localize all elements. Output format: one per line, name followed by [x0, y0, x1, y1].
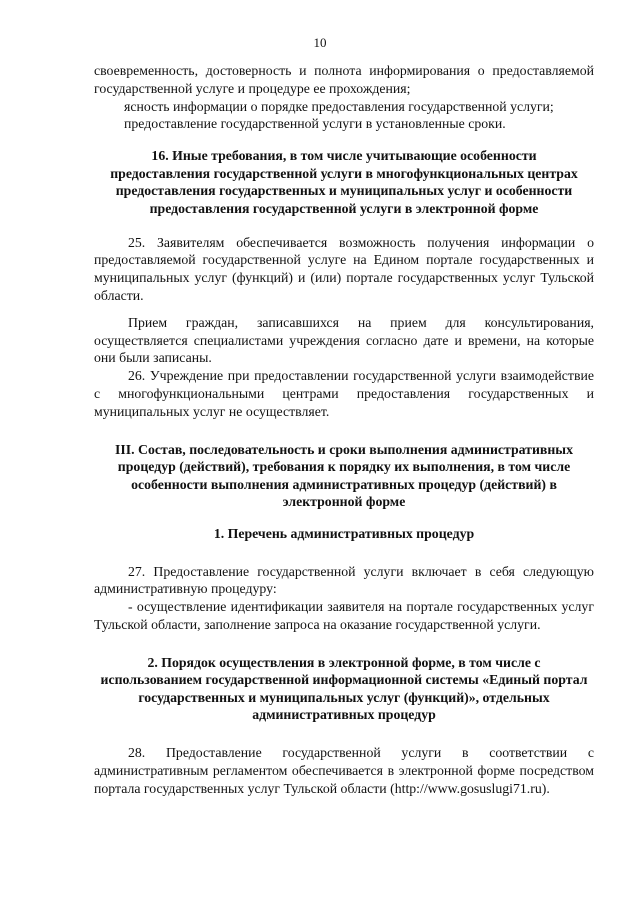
- paragraph-27: 27. Предоставление государственной услуги включает в себя следующую административную процедуру:: [94, 563, 594, 597]
- section-3-heading: III. Состав, последовательность и сроки выполнения административных процедур (действий), требования к порядку их выполнения, в том числе особенности выполнения административных процедур (действий) в электронной форме: [115, 441, 573, 510]
- document-body: [94, 62, 594, 797]
- intro-paragraph-1: своевременность, достоверность и полнота информирования о предоставляемой государственной услуге и процедуре ее прохождения;: [94, 63, 594, 96]
- section-16-heading: 16. Иные требования, в том числе учитывающие особенности предоставления государственной услуги в многофункциональных центрах предоставления государственных и муниципальных услуг и особенности предоставления государственной услуги в электронной форме: [110, 148, 578, 216]
- paragraph-25-reception: Прием граждан, записавшихся на прием для консультирования, осуществляется специалистами учреждения согласно дате и времени, на которые они были записаны.: [94, 314, 594, 366]
- paragraph-26: 26. Учреждение при предоставлении государственной услуги взаимодействие с многофункциональными центрами предоставления государственных и муниципальных услуг не осуществляет.: [94, 368, 594, 419]
- intro-paragraph-3: предоставление государственной услуги в установленные сроки.: [124, 116, 506, 132]
- subsection-2-heading: 2. Порядок осуществления в электронной форме, в том числе с использованием государственной информационной системы «Единый портал государственных и муниципальных услуг (функций)», отдельных административных процедур: [100, 654, 588, 723]
- paragraph-25: 25. Заявителям обеспечивается возможность получения информации о предоставляемой государственной услуге на Едином портале государственных и муниципальных услуг (функций) и (или) портале государственных услуг Тульской области.: [94, 234, 594, 303]
- paragraph-28: 28. Предоставление государственной услуги в соответствии с административным регламентом обеспечивается в электронной форме посредством портала государственных услуг Тульской области (http://www.gosuslugi71.ru).: [94, 745, 594, 796]
- intro-paragraph-2: ясность информации о порядке предоставления государственной услуги;: [124, 98, 554, 114]
- page-number: 10: [313, 35, 327, 50]
- paragraph-27-procedure: - осуществление идентификации заявителя на портале государственных услуг Тульской области, заполнение запроса на оказание государственной услуги.: [94, 599, 594, 632]
- subsection-1-heading: 1. Перечень административных процедур: [213, 525, 475, 541]
